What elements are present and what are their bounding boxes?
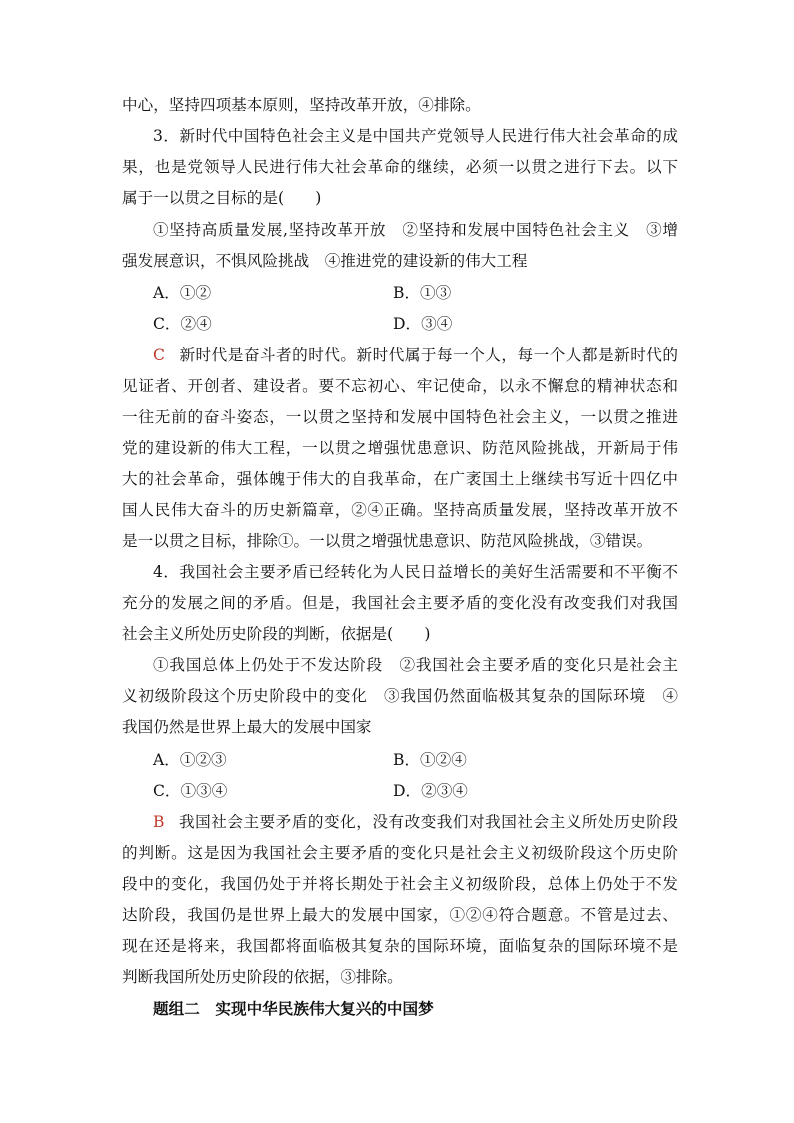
q4-answer-letter: B bbox=[153, 813, 165, 831]
q4-explanation-line-5: 现在还是将来，我国都将面临极其复杂的国际环境，面临复杂的国际环境不是 bbox=[122, 937, 678, 955]
q4-option-b: B．①②④ bbox=[393, 751, 467, 769]
q4-explanation-text: 我国社会主要矛盾的变化，没有改变我们对我国社会主义所处历史阶段 bbox=[178, 813, 678, 831]
q4-explanation-line-3: 段中的变化，我国仍处于并将长期处于社会主义初级阶段，总体上仍处于不发 bbox=[122, 875, 678, 893]
q3-option-c: C．②④ bbox=[153, 315, 212, 333]
q4-statement-line-3: 我国仍然是世界上最大的发展中国家 bbox=[122, 718, 372, 736]
q4-option-d: D．②③④ bbox=[393, 782, 468, 800]
q3-stem-line-2: 果，也是党领导人民进行伟大社会革命的继续，必须一以贯之进行下去。以下 bbox=[122, 158, 678, 176]
q4-statement-line-1: ①我国总体上仍处于不发达阶段 ②我国社会主要矛盾的变化只是社会主 bbox=[153, 656, 678, 674]
q3-stem-line-1: 3．新时代中国特色社会主义是中国共产党领导人民进行伟大社会革命的成 bbox=[153, 127, 678, 145]
q4-explanation-line-4: 达阶段，我国仍是世界上最大的发展中国家，①②④符合题意。不管是过去、 bbox=[122, 906, 678, 924]
q3-explanation-line-3: 一往无前的奋斗姿态，一以贯之坚持和发展中国特色社会主义，一以贯之推进 bbox=[122, 408, 678, 426]
q4-explanation-line-2: 的判断。这是因为我国社会主要矛盾的变化只是社会主义初级阶段这个历史阶 bbox=[122, 844, 678, 862]
q3-explanation-line-4: 党的建设新的伟大工程，一以贯之增强忧患意识、防范风险挑战，开新局于伟 bbox=[122, 439, 678, 457]
q3-option-a: A．①② bbox=[153, 284, 212, 302]
q4-option-a: A．①②③ bbox=[153, 751, 227, 769]
q4-explanation-line-1 bbox=[153, 812, 678, 832]
q3-explanation-line-2: 见证者、开创者、建设者。要不忘初心、牢记使命，以永不懈怠的精神状态和 bbox=[122, 377, 678, 395]
q3-explanation-line-7: 是一以贯之目标，排除①。一以贯之增强忧患意识、防范风险挑战，③错误。 bbox=[122, 532, 653, 550]
section-heading: 题组二 实现中华民族伟大复兴的中国梦 bbox=[153, 999, 434, 1018]
q3-statement-line-2: 强发展意识，不惧风险挑战 ④推进党的建设新的伟大工程 bbox=[122, 252, 528, 270]
q4-stem-line-3: 社会主义所处历史阶段的判断，依据是( ) bbox=[122, 625, 431, 643]
q4-stem-line-1: 4．我国社会主要矛盾已经转化为人民日益增长的美好生活需要和不平衡不 bbox=[153, 563, 678, 581]
q3-statement-line-1: ①坚持高质量发展,坚持改革开放 ②坚持和发展中国特色社会主义 ③增 bbox=[153, 221, 678, 239]
q4-statement-line-2: 义初级阶段这个历史阶段中的变化 ③我国仍然面临极其复杂的国际环境 ④ bbox=[122, 687, 678, 705]
q4-option-c: C．①③④ bbox=[153, 782, 228, 800]
q3-option-b: B．①③ bbox=[393, 284, 452, 302]
q4-explanation-line-6: 判断我国所处历史阶段的依据，③排除。 bbox=[122, 968, 403, 986]
q3-explanation-text: 新时代是奋斗者的时代。新时代属于每一个人，每一个人都是新时代的 bbox=[178, 346, 678, 364]
q3-explanation-line-6: 国人民伟大奋斗的历史新篇章，②④正确。坚持高质量发展，坚持改革开放不 bbox=[122, 501, 678, 519]
intro-line: 中心，坚持四项基本原则，坚持改革开放，④排除。 bbox=[122, 96, 481, 114]
q3-explanation-line-1 bbox=[153, 345, 678, 365]
q3-stem-line-3: 属于一以贯之目标的是( ) bbox=[122, 189, 322, 207]
q4-stem-line-2: 充分的发展之间的矛盾。但是，我国社会主要矛盾的变化没有改变我们对我国 bbox=[122, 594, 678, 612]
q3-answer-letter: C bbox=[153, 346, 165, 364]
q3-option-d: D．③④ bbox=[393, 315, 453, 333]
q3-explanation-line-5: 大的社会革命，强体魄于伟大的自我革命，在广袤国土上继续书写近十四亿中 bbox=[122, 470, 678, 488]
